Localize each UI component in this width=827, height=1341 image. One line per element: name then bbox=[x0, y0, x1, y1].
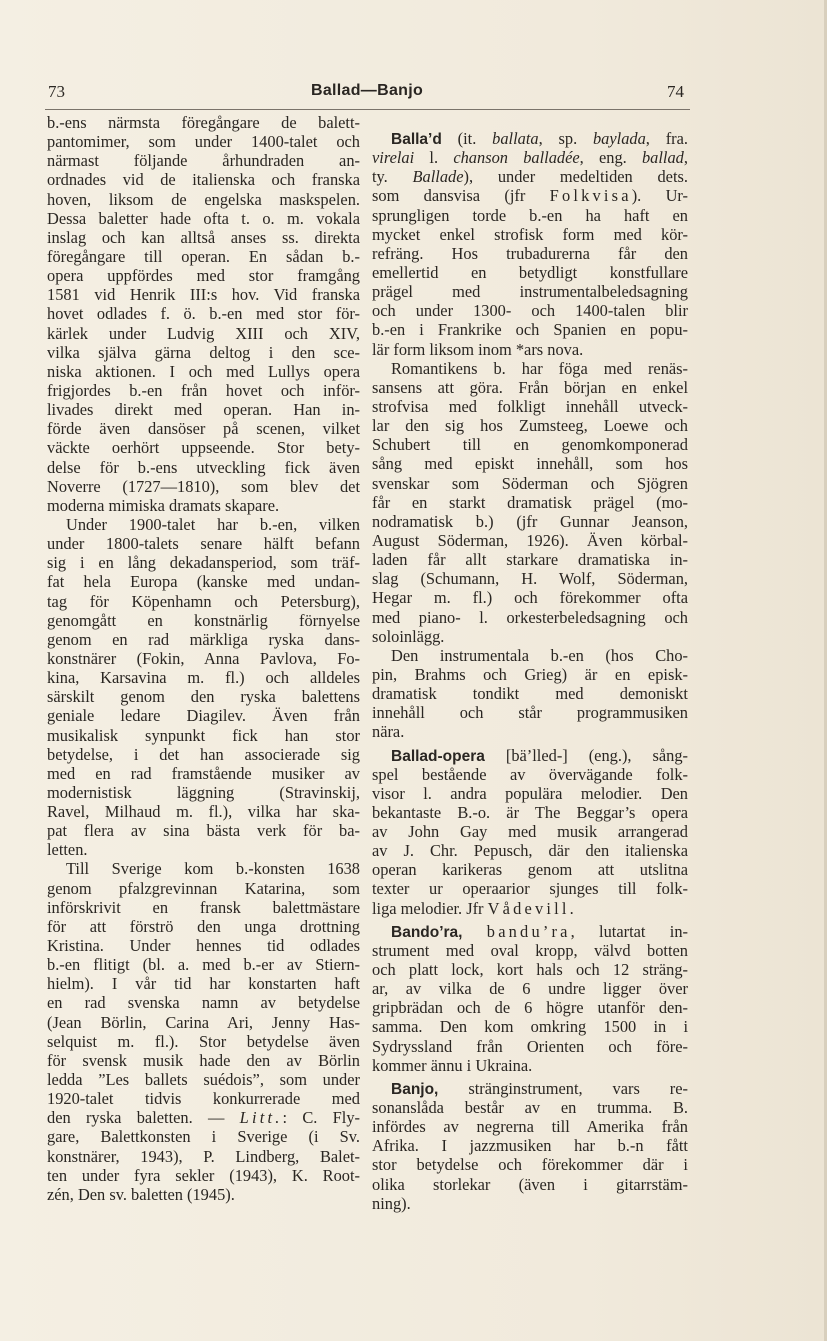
text: opera uppfördes med stor framgång bbox=[47, 266, 360, 286]
italic-term: chanson balladée bbox=[453, 148, 580, 168]
text-line bbox=[372, 148, 688, 167]
entry bbox=[372, 1079, 688, 1213]
text-line bbox=[47, 1108, 360, 1127]
text: [bä’lled-] (eng.), sång- bbox=[484, 745, 688, 765]
text-line bbox=[372, 841, 688, 860]
text-line bbox=[372, 588, 688, 607]
text: olika storlekar (även i gitarrstäm- bbox=[372, 1174, 688, 1194]
text: infördes av negrerna till Amerika från bbox=[372, 1117, 688, 1137]
italic-term: ballata bbox=[492, 129, 539, 148]
text: bekantaste B.-o. är The Beggar’s opera bbox=[372, 802, 688, 822]
text: genomgått en konstnärlig förnyelse bbox=[47, 610, 360, 630]
text-line bbox=[47, 400, 360, 419]
text: som dansvisa (jfr bbox=[372, 186, 550, 206]
text: genom en rad märkliga ryska dans- bbox=[47, 629, 360, 649]
headword: Ballad-opera bbox=[391, 747, 485, 765]
headword: Banjo, bbox=[391, 1080, 439, 1098]
text: för svensk musik hade den av Börlin bbox=[47, 1050, 360, 1070]
text: en rad svenska namn av betydelse bbox=[47, 993, 360, 1013]
text: Ravel, Milhaud m. fl.), vilka har ska- bbox=[47, 802, 360, 822]
text: betydelse, i det han associerade sig bbox=[47, 744, 360, 764]
text: för att förströ den unga drottning bbox=[47, 916, 360, 936]
text-line bbox=[47, 170, 360, 189]
text: ), under medeltiden dets. bbox=[463, 167, 688, 187]
text-line bbox=[372, 1155, 688, 1174]
text-line bbox=[372, 860, 688, 879]
text-line bbox=[47, 534, 360, 553]
text: slag (Schumann, H. Wolf, Söderman, bbox=[372, 569, 688, 589]
text: Kristina. Under hennes tid odlades bbox=[47, 936, 360, 956]
text-line bbox=[47, 993, 360, 1012]
text: svenskar som Söderman och Sjögren bbox=[372, 473, 688, 493]
text-line bbox=[47, 113, 360, 132]
text: 1920-talet tidvis konkurrerade med bbox=[47, 1089, 360, 1109]
italic-term: virelai bbox=[372, 148, 415, 168]
spaced-term: Litt. bbox=[239, 1108, 283, 1128]
text-line bbox=[372, 244, 688, 263]
text-line bbox=[372, 627, 688, 646]
text-line bbox=[47, 343, 360, 362]
text: , sp. bbox=[538, 129, 593, 148]
text: tag för Köpenhamn och Petersburg), bbox=[47, 591, 360, 611]
paragraph bbox=[372, 1079, 688, 1213]
text-line bbox=[47, 132, 360, 151]
text-line bbox=[372, 1098, 688, 1117]
text-line bbox=[372, 998, 688, 1017]
text: förde även dansöser på scenen, vilket bbox=[47, 419, 360, 439]
text-line bbox=[372, 359, 688, 378]
text-line bbox=[47, 1185, 360, 1204]
text: (it. bbox=[441, 129, 493, 148]
text: Schubert till en genomkomponerad bbox=[372, 435, 688, 455]
text: niska aktionen. I och med Lullys opera bbox=[47, 361, 360, 381]
text: föregångare till operan. En sådan b.- bbox=[47, 246, 360, 266]
text-line bbox=[372, 765, 688, 784]
text-line bbox=[47, 1032, 360, 1051]
text-line bbox=[47, 362, 360, 381]
text-line bbox=[47, 592, 360, 611]
text: Romantikens b. har föga med renäs- bbox=[391, 358, 688, 378]
text-line bbox=[47, 687, 360, 706]
text: ar, av vilka de 6 undre ligger över bbox=[372, 979, 688, 999]
paragraph bbox=[47, 515, 360, 860]
text: , bbox=[683, 148, 688, 168]
text-line bbox=[372, 320, 688, 339]
text: sång med episkt innehåll, som hos bbox=[372, 454, 688, 474]
text-line bbox=[47, 1147, 360, 1166]
paragraph bbox=[372, 646, 688, 742]
spaced-term: Vådevill bbox=[487, 898, 570, 918]
entry bbox=[47, 113, 360, 1204]
text: genom pfalzgrevinnan Katarina, som bbox=[47, 878, 360, 898]
text-line bbox=[47, 458, 360, 477]
text-line bbox=[47, 285, 360, 304]
text-line bbox=[47, 611, 360, 630]
text: b.-en flitigt (bl. a. med b.-er av Stiern- bbox=[47, 955, 360, 975]
text-line bbox=[47, 1051, 360, 1070]
text-line bbox=[47, 936, 360, 955]
text-line bbox=[47, 1070, 360, 1089]
text: zén, Den sv. baletten (1945). bbox=[47, 1184, 235, 1204]
text: strofvisa med folkligt innehåll utveck- bbox=[372, 396, 688, 416]
entry bbox=[372, 922, 688, 1075]
text: pantomimer, som under 1400-talet och bbox=[47, 132, 360, 152]
text: delse för b.-ens utveckling fick även bbox=[47, 457, 360, 477]
text-line bbox=[47, 917, 360, 936]
text: (Jean Börlin, Carina Ari, Jenny Has- bbox=[47, 1012, 360, 1032]
text: nodramatisk b.) (jfr Gunnar Jeanson, bbox=[372, 511, 688, 531]
text: 1581 vid Henrik III:s hov. Vid franska bbox=[47, 285, 360, 305]
text: laden får allt starkare dramatiska in- bbox=[372, 550, 688, 570]
text-line bbox=[372, 206, 688, 225]
text: konstnärer, 1943), P. Lindberg, Balet- bbox=[47, 1146, 360, 1166]
text-line bbox=[372, 922, 688, 941]
text: med piano- l. orkesterbeledsagning och bbox=[372, 607, 688, 627]
text: August Söderman, 1926). Även körbal- bbox=[372, 530, 688, 550]
text-line bbox=[372, 784, 688, 803]
text-line bbox=[372, 803, 688, 822]
text-line bbox=[47, 438, 360, 457]
text-line bbox=[372, 684, 688, 703]
text-line bbox=[47, 228, 360, 247]
text: sig i en lång dekadansperiod, som träf- bbox=[47, 553, 360, 573]
text: kina, Karsavina m. fl.) och alldeles bbox=[47, 668, 360, 688]
text-line bbox=[47, 668, 360, 687]
text: med en rad framstående musiker av bbox=[47, 763, 360, 783]
text: musikalisk synpunkt fick han stor bbox=[47, 725, 360, 745]
text: hoven, liksom de engelska maskspelen. bbox=[47, 189, 360, 209]
text: lär form liksom inom *ars nova. bbox=[372, 339, 584, 359]
text: inslag och kan alltså anses ss. direkta bbox=[47, 227, 360, 247]
text-line bbox=[47, 955, 360, 974]
text-line bbox=[47, 419, 360, 438]
text-line bbox=[47, 630, 360, 649]
running-title: Ballad—Banjo bbox=[310, 82, 424, 99]
text: , fra. bbox=[645, 129, 688, 148]
text: texter ur operaarior sjunges till folk- bbox=[372, 879, 688, 899]
text: refräng. Hos trubadurerna får den bbox=[372, 243, 688, 263]
text-line bbox=[47, 496, 360, 515]
text: pat flera av sina bästa verk för ba- bbox=[47, 821, 360, 841]
text: kärlek under Ludvig XIII och XIV, bbox=[47, 323, 360, 343]
text: stor betydelse och förekommer där i bbox=[372, 1155, 688, 1175]
text: särskilt genom den ryska balettens bbox=[47, 687, 360, 707]
text: Dessa baletter hade ofta t. o. m. vokala bbox=[47, 208, 360, 228]
text-line bbox=[372, 474, 688, 493]
text: strument med oval kropp, välvd botten bbox=[372, 940, 688, 960]
entry bbox=[372, 746, 688, 918]
paragraph bbox=[372, 129, 688, 359]
text: emellertid en betydligt konstfullare bbox=[372, 262, 688, 282]
text-line bbox=[47, 381, 360, 400]
text-line bbox=[47, 266, 360, 285]
text: ). Ur- bbox=[631, 186, 688, 206]
text: gare, Balettkonsten i Sverige (i Sv. bbox=[47, 1127, 360, 1147]
text-line bbox=[372, 960, 688, 979]
text: selquist m. fl.). Stor betydelse även bbox=[47, 1031, 360, 1051]
text-line bbox=[47, 974, 360, 993]
text-line bbox=[372, 569, 688, 588]
text-line bbox=[372, 722, 688, 741]
text-line bbox=[372, 416, 688, 435]
text-line bbox=[372, 282, 688, 301]
text-line bbox=[372, 1079, 688, 1098]
text: hielm). I vår tid har konstarten haft bbox=[47, 974, 360, 994]
text: , lutartat in- bbox=[570, 921, 688, 941]
text-line bbox=[372, 301, 688, 320]
header-rule bbox=[45, 109, 690, 110]
text-line bbox=[372, 340, 688, 359]
paragraph bbox=[372, 359, 688, 646]
text-line bbox=[47, 477, 360, 496]
text: sprungligen torde b.-en ha haft en bbox=[372, 205, 688, 225]
text: av J. Chr. Pepusch, där den italienska bbox=[372, 841, 688, 861]
text-line bbox=[372, 879, 688, 898]
text: b.-ens närmsta föregångare de balett- bbox=[47, 113, 360, 132]
text: livades direkt med operan. Han in- bbox=[47, 400, 360, 420]
text: Afrika. I jazzmusiken har b.-n fått bbox=[372, 1136, 688, 1156]
text-line bbox=[47, 190, 360, 209]
headword: Balla’d bbox=[391, 131, 442, 148]
text: införskrivit en fransk balettmästare bbox=[47, 897, 360, 917]
text: sonanslåda består av en trumma. B. bbox=[372, 1098, 688, 1118]
text-line bbox=[47, 726, 360, 745]
text: . bbox=[569, 898, 574, 918]
text: operan karikeras genom att utslitna bbox=[372, 860, 688, 880]
text-line bbox=[372, 378, 688, 397]
text-line bbox=[372, 1056, 688, 1075]
entry bbox=[372, 129, 688, 742]
text: spel bestående av övervägande folk- bbox=[372, 764, 688, 784]
text-line bbox=[47, 821, 360, 840]
text-line bbox=[47, 324, 360, 343]
text-line bbox=[47, 572, 360, 591]
text: visor l. andra populära melodier. Den bbox=[372, 783, 688, 803]
text: Sydryssland från Orienten och före- bbox=[372, 1036, 688, 1056]
text-line bbox=[372, 263, 688, 282]
text: gripbrädan och de 6 högre utanför den- bbox=[372, 998, 688, 1018]
text-line bbox=[47, 649, 360, 668]
text-line bbox=[47, 1013, 360, 1032]
text: närmast följande århundraden an- bbox=[47, 151, 360, 171]
spaced-term: bandu’ra bbox=[486, 921, 571, 941]
text-line bbox=[47, 1089, 360, 1108]
text: hovet odlades f. ö. b.-en med stor för- bbox=[47, 304, 360, 324]
text-line bbox=[47, 840, 360, 859]
text-line bbox=[372, 225, 688, 244]
text-line bbox=[372, 665, 688, 684]
text-line bbox=[47, 802, 360, 821]
text: den ryska baletten. — bbox=[47, 1108, 240, 1128]
text: pin, Brahms och Grieg) är en episk- bbox=[372, 664, 688, 684]
text-line bbox=[372, 186, 688, 205]
text-line bbox=[372, 129, 688, 148]
text-line bbox=[372, 397, 688, 416]
text-line bbox=[47, 859, 360, 878]
text: Under 1900-talet har b.-en, vilken bbox=[66, 514, 360, 534]
text: ordnades vid de italienska och franska bbox=[47, 170, 360, 190]
text: frigjordes b.-en från hovet och inför- bbox=[47, 380, 360, 400]
text-line bbox=[372, 435, 688, 454]
text-line bbox=[47, 553, 360, 572]
text: dramatisk tondikt med demoniskt bbox=[372, 684, 688, 704]
page-number-left: 73 bbox=[48, 82, 65, 101]
text-line bbox=[372, 703, 688, 722]
text-line bbox=[372, 167, 688, 186]
text-line bbox=[47, 706, 360, 725]
text-line bbox=[372, 608, 688, 627]
right-column bbox=[372, 129, 688, 1213]
text-line bbox=[372, 899, 688, 918]
text-line bbox=[47, 247, 360, 266]
text: b.-en i Frankrike och Spanien en popu- bbox=[372, 320, 688, 340]
text bbox=[462, 922, 486, 941]
text-line bbox=[47, 1166, 360, 1185]
text: ty. bbox=[372, 167, 413, 187]
text: moderna mimiska dramats skapare. bbox=[47, 495, 280, 515]
text: innehåll och står programmusiken bbox=[372, 703, 688, 723]
text: av John Gay med musik arrangerad bbox=[372, 822, 688, 842]
text: nära. bbox=[372, 722, 405, 742]
text: letten. bbox=[47, 840, 88, 860]
paragraph bbox=[47, 113, 360, 515]
text-line bbox=[47, 764, 360, 783]
text: stränginstrument, vars re- bbox=[438, 1078, 688, 1098]
page-number-right: 74 bbox=[667, 82, 684, 101]
text-line bbox=[372, 1037, 688, 1056]
text-line bbox=[372, 493, 688, 512]
text-line bbox=[372, 746, 688, 765]
italic-term: Ballade bbox=[412, 167, 464, 187]
headword: Bando’ra, bbox=[391, 923, 463, 941]
text: mycket enkel strofisk form med kör- bbox=[372, 224, 688, 244]
text-line bbox=[47, 783, 360, 802]
italic-term: baylada bbox=[592, 129, 646, 148]
text: får en starkt dramatisk prägel (mo- bbox=[372, 492, 688, 512]
text: Noverre (1727—1810), som blev det bbox=[47, 476, 360, 496]
text: kommer ännu i Ukraina. bbox=[372, 1055, 533, 1075]
text-line bbox=[47, 209, 360, 228]
text-line bbox=[372, 1117, 688, 1136]
text-line bbox=[372, 531, 688, 550]
text-line bbox=[372, 822, 688, 841]
text: ning). bbox=[372, 1193, 411, 1213]
left-column bbox=[47, 113, 360, 1204]
text: fat hela Europa (kanske med undan- bbox=[47, 572, 360, 592]
text-line bbox=[47, 745, 360, 764]
text: geniale ledare Diagilev. Även från bbox=[47, 706, 360, 726]
text: , eng. bbox=[579, 148, 642, 168]
text: och platt lock, kort hals och 12 sträng- bbox=[372, 960, 688, 980]
text: ledda ”Les ballets suédois”, som under bbox=[47, 1070, 360, 1090]
text: ten under fyra sekler (1943), K. Root- bbox=[47, 1165, 360, 1185]
text-line bbox=[47, 515, 360, 534]
paragraph bbox=[372, 746, 688, 918]
paragraph bbox=[47, 859, 360, 1204]
text-line bbox=[372, 1136, 688, 1155]
text: lar den sig hos Zumsteeg, Loewe och bbox=[372, 416, 688, 436]
text: vilka själva gärna deltog i den sce- bbox=[47, 342, 360, 362]
text-line bbox=[47, 304, 360, 323]
text-line bbox=[372, 979, 688, 998]
text-line bbox=[47, 1127, 360, 1146]
text-line bbox=[47, 879, 360, 898]
text: modernistisk läggning (Stravinskij, bbox=[47, 782, 360, 802]
text: samma. Den kom omkring 1500 in i bbox=[372, 1017, 688, 1037]
spaced-term: Folkvisa bbox=[549, 186, 632, 206]
text: liga melodier. Jfr bbox=[372, 898, 488, 918]
text: under 1800-talets senare hälft befann bbox=[47, 534, 360, 554]
text: l. bbox=[414, 148, 454, 168]
text-line bbox=[372, 941, 688, 960]
text-line bbox=[372, 550, 688, 569]
text: och under 1300- och 1400-talen blir bbox=[372, 301, 688, 321]
text: prägel med instrumentalbeledsagning bbox=[372, 282, 688, 302]
text-line bbox=[372, 1194, 688, 1213]
text-line bbox=[47, 151, 360, 170]
text: Den instrumentala b.-en (hos Cho- bbox=[391, 645, 688, 665]
text-line bbox=[372, 512, 688, 531]
italic-term: ballad bbox=[641, 148, 684, 168]
text: väckte oerhört uppseende. Stor bety- bbox=[47, 438, 360, 458]
text-line bbox=[372, 646, 688, 665]
text-line bbox=[372, 454, 688, 473]
text: konstnärer (Fokin, Anna Pavlova, Fo- bbox=[47, 648, 360, 668]
paragraph bbox=[372, 922, 688, 1075]
text: soloinlägg. bbox=[372, 626, 445, 646]
text-line bbox=[372, 1175, 688, 1194]
text-line bbox=[372, 1017, 688, 1036]
text-line bbox=[47, 898, 360, 917]
text: sansens att göra. Från början en enkel bbox=[372, 377, 688, 397]
text: Till Sverige kom b.-konsten 1638 bbox=[66, 859, 360, 879]
text: : C. Fly- bbox=[282, 1108, 360, 1128]
text: Hegar m. fl.) och förekommer ofta bbox=[372, 588, 688, 608]
